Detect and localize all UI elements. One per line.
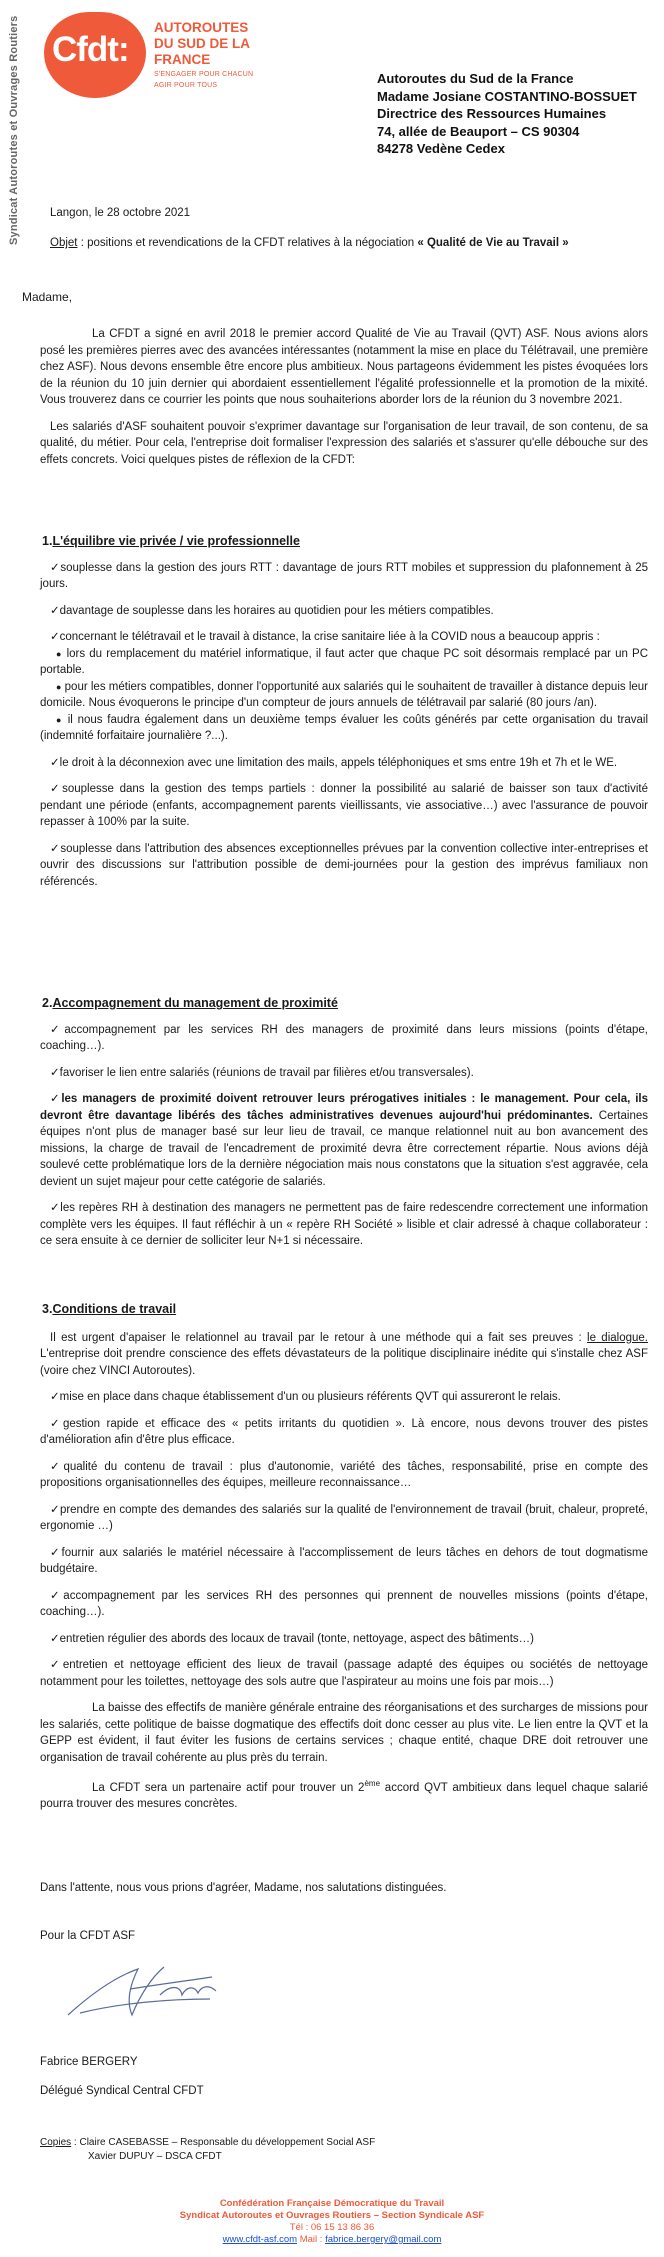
checkmark-icon: ✓ <box>50 1503 60 1516</box>
logo-wordmark <box>154 20 294 90</box>
checkmark-icon: ✓ <box>50 842 61 855</box>
section-3-intro: Il est urgent d'apaiser le relationnel au travail par le retour à une méthode qui a fait ses preuves : le dialogue. L'entreprise doit prendre conscience des effets dévastateurs de la politique disciplinaire inédite qui s'installe chez ASF (voire chez VINCI Autoroutes). <box>40 1331 648 1377</box>
checkmark-icon: ✓ <box>50 1659 63 1671</box>
paragraph: La CFDT sera un partenaire actif pour trouver un 2ème accord QVT ambitieux dans lequel chaque salarié pourra trouver des mesures concrètes. <box>40 1779 648 1811</box>
bullet-item: ● il nous faudra également dans un deuxième temps évaluer les coûts générés par cette organisation du travail (indemnité forfaitaire journalière ?...). <box>40 713 648 742</box>
checkmark-icon: ✓ <box>50 783 63 795</box>
footer-mail-link[interactable]: fabrice.bergery@gmail.com <box>325 2234 442 2245</box>
checkmark-icon: ✓ <box>50 1093 62 1105</box>
subject-label: Objet <box>50 237 78 249</box>
recipient-address <box>377 70 647 158</box>
checkmark-icon: ✓ <box>50 756 60 769</box>
list-item: ✓qualité du contenu de travail : plus d'autonomie, variété des tâches, responsabilité, prise en compte des propositions organisationnelles des équipes, meilleure reconnaissance… <box>40 1460 648 1489</box>
list-item: ✓accompagnement par les services RH des managers de proximité dans leurs missions (points d'étape, coaching…). <box>40 1023 648 1052</box>
address-line: 74, allée de Beauport – CS 90304 <box>377 123 580 139</box>
letter-subject <box>50 237 640 249</box>
list-item: ✓entretien et nettoyage efficient des lieux de travail (passage adapté des équipes ou sociétés de nettoyage notamment pour les toilettes, nettoyage des sols autre que l'aspirateur au moins une fois par mois…) <box>40 1659 649 1688</box>
section-2-title: Accompagnement du management de proximité <box>52 996 338 1010</box>
list-item: ✓concernant le télétravail et le travail à distance, la crise sanitaire liée à la COVID nous a beaucoup appris : <box>50 631 600 643</box>
logo-line1: AUTOROUTES <box>154 20 249 35</box>
logo-badge-text: Cfdt: <box>52 30 129 69</box>
closing <box>40 1880 648 1897</box>
signature-for: Pour la CFDT ASF <box>40 1930 136 1942</box>
section-3-number: 3. <box>42 1302 53 1316</box>
list-item: ✓souplesse dans l'attribution des absences exceptionnelles prévues par la convention collective inter-entreprises et ouvrir des discussions sur l'attribution possible de demi-journées pour la gestion des imprévus familiaux non référencés. <box>40 842 648 888</box>
footer-site-link[interactable]: www.cfdt-asf.com <box>222 2234 298 2245</box>
signatory-role: Délégué Syndical Central CFDT <box>40 2085 204 2097</box>
checkmark-icon: ✓ <box>50 1632 60 1645</box>
list-item: ✓favoriser le lien entre salariés (réunions de travail par filières et/ou transversales). <box>50 1066 474 1079</box>
checkmark-icon: ✓ <box>50 631 60 643</box>
section-1 <box>40 533 648 890</box>
logo-tagline1: S'ENGAGER POUR CHACUN <box>154 71 254 78</box>
list-item: ✓prendre en compte des demandes des salariés sur la qualité de l'environnement de travail (bruit, chaleur, propreté, ergonomie …) <box>40 1503 648 1532</box>
closing-text: Dans l'attente, nous vous prions d'agréer, Madame, nos salutations distinguées. <box>40 1882 447 1894</box>
list-item: ✓les managers de proximité doivent retrouver leurs prérogatives initiales : le management. Pour cela, ils devront être davantage libérés des tâches administratives devenues aujourd'hui prédominantes. Certaines équipes n'ont plus de manager basé sur leur lieu de travail, ce manque relationnel nuit au bon avancement des missions, la charge de travail de l'encadrement de proximité devra être correctement répartie. Nous avions déjà soulevé cette problématique lors de la dernière négociation mais nous constatons que la situation s'est aggravée, cela devient un sujet majeur pour cette catégorie de salariés. <box>40 1093 649 1188</box>
bullet-item: ● pour les métiers compatibles, donner l'opportunité aux salariés qui le souhaitent de travailler à distance depuis leur domicile. Nous évoquerons le principe d'un compteur de jours annuels de télétravail par salarié (80 jours /an). <box>40 680 649 709</box>
footer-line1: Confédération Française Démocratique du Travail <box>219 2198 445 2209</box>
intro-paragraph: Les salariés d'ASF souhaitent pouvoir s'exprimer davantage sur l'organisation de leur travail, de son contenu, de sa qualité, du métier. Pour cela, l'entreprise doit formaliser l'expression des salariés et s'assurer qu'elle débouche sur des effets concrets. Voici quelques pistes de réflexion de la CFDT: <box>40 420 648 466</box>
intro-paragraph: La CFDT a signé en avril 2018 le premier accord Qualité de Vie au Travail (QVT) ASF. Nous avions alors posé les premières pierres avec des avancées intéressantes (notamment la mise en place du Télétravail, une première chez ASF). Nous devons ensemble être encore plus ambitieux. Nous partageons évidemment les pistes évoquées lors de la réunion du 10 juin dernier qui abordaient essentiellement l'égalité professionnelle et la promotion de la mixité. Vous trouverez dans ce courrier les points que nous souhaiterions aborder lors de la réunion du 3 novembre 2021. <box>40 328 648 406</box>
section-1-heading <box>42 533 648 550</box>
section-1-title: L'équilibre vie privée / vie professionnelle <box>52 534 300 548</box>
address-line: Directrice des Ressources Humaines <box>377 106 607 121</box>
bullet-icon: ● <box>56 648 63 659</box>
list-item: ✓entretien régulier des abords des locaux de travail (tonte, nettoyage, aspect des bâtiments…) <box>50 1632 534 1645</box>
list-item: ✓mise en place dans chaque établissement d'un ou plusieurs référents QVT qui assureront le relais. <box>50 1391 561 1403</box>
intro-section <box>40 326 648 468</box>
address-line: Autoroutes du Sud de la France <box>377 71 574 86</box>
list-item: ✓davantage de souplesse dans les horaires au quotidien pour les métiers compatibles. <box>50 604 494 617</box>
list-item: ✓le droit à la déconnexion avec une limitation des mails, appels téléphoniques et sms entre 19h et 7h et le WE. <box>50 756 618 769</box>
subject-emphasis: « Qualité de Vie au Travail » <box>417 237 569 249</box>
paragraph: La baisse des effectifs de manière générale entraine des réorganisations et des surcharges de missions pour les salariés, cette politique de baisse dogmatique des effectifs doit donc cesser au plus vite. Le lien entre la QVT et la GEPP est évident, il faut éviter les fusions de certains services ; chaque entité, chaque DRE doit retrouver une organisation de travail cohérente au plus près du terrain. <box>40 1702 648 1764</box>
list-item: ✓souplesse dans la gestion des jours RTT : davantage de jours RTT mobiles et suppression du plafonnement à 25 jours. <box>40 561 649 590</box>
checkmark-icon: ✓ <box>50 604 60 617</box>
list-item: ✓accompagnement par les services RH des personnes qui prennent de nouvelles missions (points d'étape, coaching…). <box>40 1589 648 1618</box>
checkmark-icon: ✓ <box>50 1391 60 1403</box>
checkmark-icon: ✓ <box>50 561 61 574</box>
list-item: ✓gestion rapide et efficace des « petits irritants du quotidien ». Là encore, nous devons trouver des pistes d'amélioration afin d'être plus efficace. <box>40 1417 648 1446</box>
checkmark-icon: ✓ <box>50 1589 64 1602</box>
checkmark-icon: ✓ <box>50 1023 65 1036</box>
address-line: 84278 Vedène Cedex <box>377 141 505 156</box>
handwritten-signature <box>60 1955 230 2027</box>
section-2-heading <box>42 995 648 1012</box>
checkmark-icon: ✓ <box>50 1546 62 1559</box>
section-2 <box>40 995 648 1250</box>
list-item: ✓fournir aux salariés le matériel nécessaire à l'accomplissement de leurs tâches en dehors de tout dogmatisme budgétaire. <box>40 1546 648 1575</box>
bullet-icon: ● <box>56 714 63 725</box>
logo-tagline2: AGIR POUR TOUS <box>154 82 218 89</box>
footer-phone: Tél : 06 15 13 86 36 <box>289 2222 375 2233</box>
section-3-heading <box>42 1301 648 1318</box>
checkmark-icon: ✓ <box>50 1460 64 1473</box>
footer-contact: www.cfdt-asf.com Mail : fabrice.bergery@gmail.com <box>222 2234 442 2245</box>
bullet-icon: ● <box>56 681 62 692</box>
salutation: Madame, <box>22 290 73 304</box>
side-label: Syndicat Autoroutes et Ouvrages Routiers <box>8 15 20 245</box>
list-item: ✓souplesse dans la gestion des temps partiels : donner la possibilité au salarié de baisser son taux d'activité pendant une période (enfants, accompagnement parents vieillissants, vie associative…) avec l'assurance de pouvoir repasser à 100% par la suite. <box>40 783 648 828</box>
bullet-item: ● lors du remplacement du matériel informatique, il faut acter que chaque PC soit désormais remplacé par un PC portable. <box>40 647 648 676</box>
footer-line2: Syndicat Autoroutes et Ouvrages Routiers – Section Syndicale ASF <box>179 2210 485 2221</box>
copies: Copies : Claire CASEBASSE – Responsable du développement Social ASF Xavier DUPUY – DSCA CFDT <box>40 2137 376 2162</box>
checkmark-icon: ✓ <box>50 1202 61 1214</box>
list-item: ✓les repères RH à destination des managers ne permettent pas de faire redescendre correctement une information complète vers les équipes. Il faut réfléchir à un « repère RH Société » lisible et clair adressé à chaque collaborateur : ce sera ensuite à ce dernier de solliciter leur N+1 si nécessaire. <box>40 1202 649 1247</box>
logo-line2: DU SUD DE LA FRANCE <box>154 36 250 67</box>
section-3-title: Conditions de travail <box>52 1302 177 1316</box>
copies-label: Copies <box>40 2137 72 2148</box>
section-1-number: 1. <box>42 534 53 548</box>
address-line: Madame Josiane COSTANTINO-BOSSUET <box>377 88 637 104</box>
cfdt-logo <box>44 12 146 98</box>
letter-date: Langon, le 28 octobre 2021 <box>50 207 191 219</box>
checkmark-icon: ✓ <box>50 1417 63 1430</box>
footer <box>0 2198 664 2246</box>
checkmark-icon: ✓ <box>50 1066 60 1079</box>
subject-text: : positions et revendications de la CFDT relatives à la négociation <box>77 237 418 249</box>
section-2-number: 2. <box>42 996 53 1010</box>
signatory-name: Fabrice BERGERY <box>40 2056 138 2068</box>
section-3 <box>40 1301 648 1813</box>
